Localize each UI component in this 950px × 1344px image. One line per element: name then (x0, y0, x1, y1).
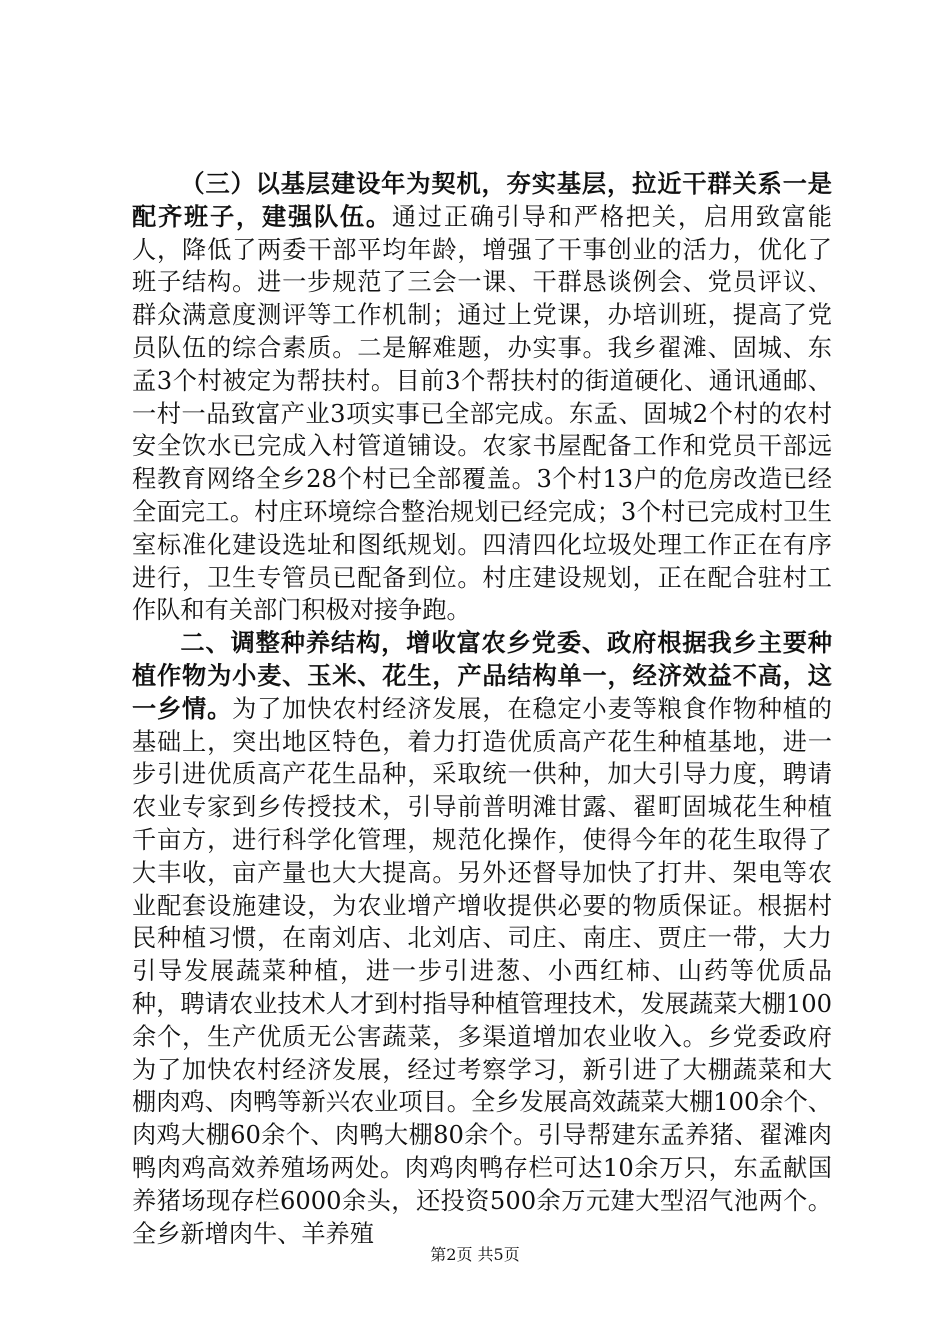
paragraph-text: 通过正确引导和严格把关，启用致富能人，降低了两委干部平均年龄，增强了干事创业的活力，优化了班子结构。进一步规范了三会一课、干群恳谈例会、党员评议、群众满意度测评等工作机制；通过上党课，办培训班，提高了党员队伍的综合素质。二是解难题，办实事。我乡翟滩、固城、东孟3个村被定为帮扶村。目前3个帮扶村的街道硬化、通讯通邮、一村一品致富产业3项实事已全部完成。东孟、固城2个村的农村安全饮水已完成入村管道铺设。农家书屋配备工作和党员干部远程教育网络全乡28个村已全部覆盖。3个村13户的危房改造已经全面完工。村庄环境综合整治规划已经完成；3个村已完成村卫生室标准化建设选址和图纸规划。四清四化垃圾处理工作正在有序进行，卫生专管员已配备到位。村庄建设规划，正在配合驻村工作队和有关部门积极对接争跑。 (132, 202, 832, 625)
paragraph-heading: （三）以基层建设年为契机，夯实基层，拉近干群关系一是配齐班子，建强队伍。 (132, 169, 832, 231)
paragraph-grassroots-construction (132, 168, 832, 627)
paragraph-text: 为了加快农村经济发展，在稳定小麦等粮食作物种植的基础上，突出地区特色，着力打造优质高产花生种植基地，进一步引进优质高产花生品种，采取统一供种，加大引导力度，聘请农业专家到乡传授技术，引导前普明滩甘露、翟町固城花生种植千亩方，进行科学化管理，规范化操作，使得今年的花生取得了大丰收，亩产量也大大提高。另外还督导加快了打井、架电等农业配套设施建设，为农业增产增收提供必要的物质保证。根据村民种植习惯，在南刘店、北刘店、司庄、南庄、贾庄一带，大力引导发展蔬菜种植，进一步引进葱、小西红柿、山药等优质品种，聘请农业技术人才到村指导种植管理技术，发展蔬菜大棚100余个，生产优质无公害蔬菜，多渠道增加农业收入。乡党委政府为了加快农村经济发展，经过考察学习，新引进了大棚蔬菜和大棚肉鸡、肉鸭等新兴农业项目。全乡发展高效蔬菜大棚100余个、肉鸡大棚60余个、肉鸭大棚80余个。引导帮建东孟养猪、翟滩肉鸭肉鸡高效养殖场两处。肉鸡肉鸭存栏可达10余万只，东孟献国养猪场现存栏6000余头，还投资500余万元建大型沼气池两个。全乡新增肉牛、羊养殖 (132, 694, 832, 1248)
paragraph-heading: 二、调整种养结构，增收富农乡党委、政府根据我乡主要种植作物为小麦、玉米、花生，产品结构单一，经济效益不高，这一乡情。 (132, 628, 832, 723)
paragraph-planting-structure (132, 627, 832, 1250)
document-body (132, 168, 832, 1250)
page-number-footer: 第2页 共5页 (430, 1245, 520, 1264)
